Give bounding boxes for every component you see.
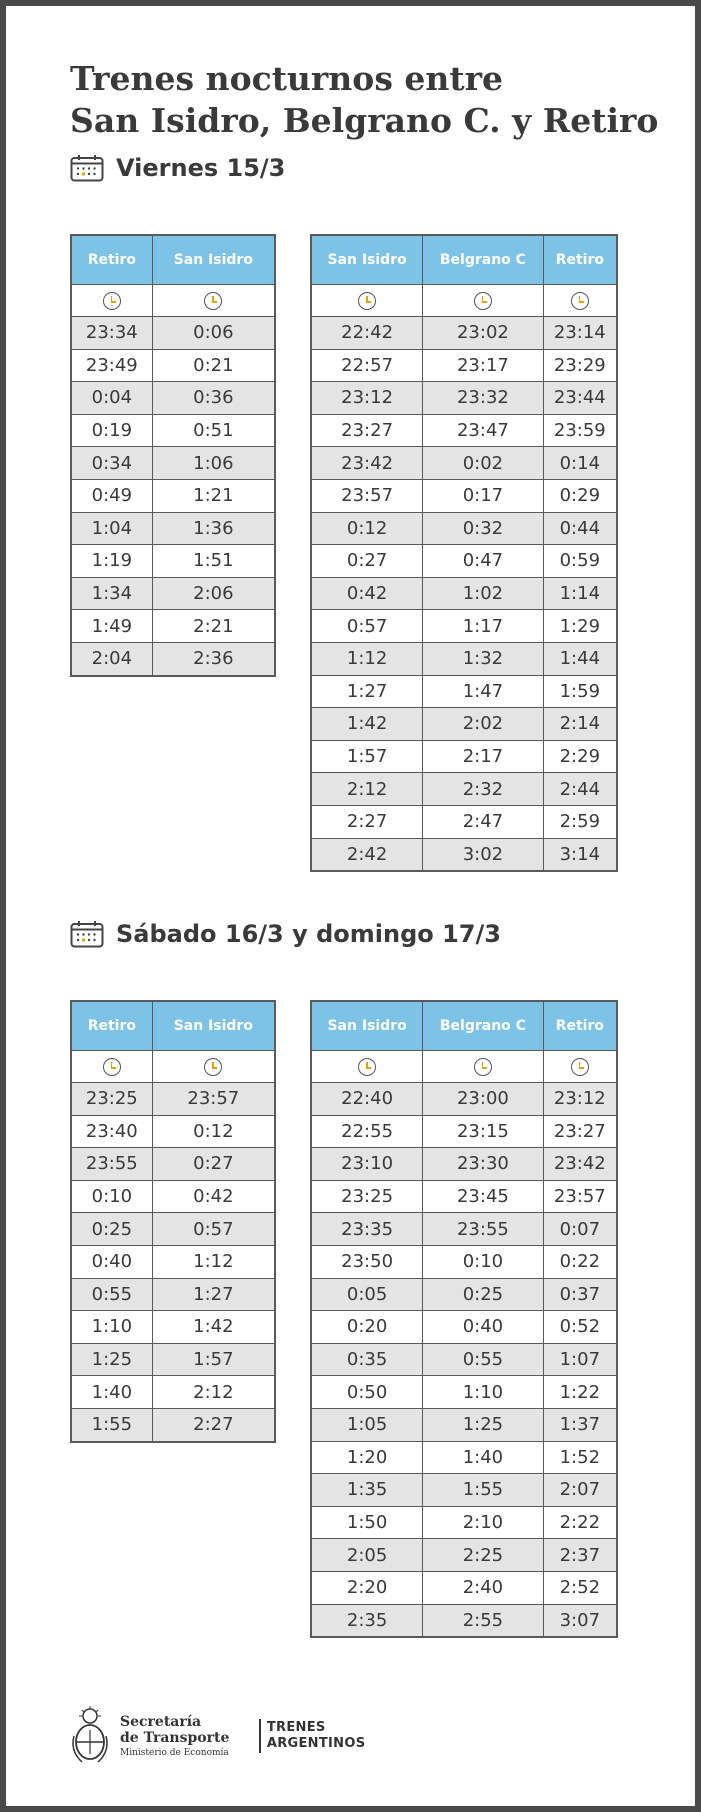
time-cell: 23:45 <box>423 1180 543 1213</box>
time-cell: 23:59 <box>543 414 617 447</box>
time-cell: 23:49 <box>71 349 152 382</box>
table-row <box>311 1148 617 1181</box>
time-cell: 23:30 <box>423 1148 543 1181</box>
time-cell: 1:47 <box>423 675 543 708</box>
table-row <box>71 1376 275 1409</box>
table-row <box>311 1115 617 1148</box>
time-cell: 23:32 <box>423 382 543 415</box>
time-cell: 1:57 <box>311 740 423 773</box>
column-header: Retiro <box>543 1001 617 1051</box>
table-row <box>311 479 617 512</box>
table-row <box>71 1213 275 1246</box>
time-cell: 0:35 <box>311 1343 423 1376</box>
time-cell: 2:27 <box>311 805 423 838</box>
table-row <box>311 382 617 415</box>
table-row <box>311 708 617 741</box>
time-cell: 1:22 <box>543 1376 617 1409</box>
time-cell: 1:49 <box>71 610 152 643</box>
time-cell: 1:19 <box>71 545 152 578</box>
column-header: Retiro <box>71 235 152 285</box>
table-row <box>311 414 617 447</box>
time-cell: 1:12 <box>311 642 423 675</box>
time-cell: 2:40 <box>423 1571 543 1604</box>
time-cell: 1:10 <box>71 1311 152 1344</box>
time-cell: 23:27 <box>311 414 423 447</box>
time-cell: 2:37 <box>543 1539 617 1572</box>
time-cell: 22:55 <box>311 1115 423 1148</box>
time-cell: 22:42 <box>311 317 423 350</box>
time-cell: 23:50 <box>311 1245 423 1278</box>
time-cell: 1:25 <box>71 1343 152 1376</box>
time-cell: 23:40 <box>71 1115 152 1148</box>
time-cell: 1:27 <box>311 675 423 708</box>
time-cell: 2:32 <box>423 773 543 806</box>
table-row <box>311 1539 617 1572</box>
time-cell: 0:55 <box>423 1343 543 1376</box>
table-row <box>71 317 275 350</box>
table-row <box>311 1604 617 1637</box>
time-cell: 0:37 <box>543 1278 617 1311</box>
time-cell: 23:42 <box>543 1148 617 1181</box>
time-cell: 0:05 <box>311 1278 423 1311</box>
time-cell: 1:55 <box>423 1474 543 1507</box>
time-cell: 0:14 <box>543 447 617 480</box>
time-cell: 1:07 <box>543 1343 617 1376</box>
time-cell: 2:20 <box>311 1571 423 1604</box>
column-header: San Isidro <box>152 1001 275 1051</box>
argentina-seal-logo <box>70 1706 110 1766</box>
table-row <box>71 1343 275 1376</box>
table-row <box>71 1148 275 1181</box>
column-header: San Isidro <box>311 1001 423 1051</box>
table-row <box>311 1213 617 1246</box>
column-header: San Isidro <box>152 235 275 285</box>
trenes-line2: ARGENTINOS <box>266 1736 366 1751</box>
column-header: Retiro <box>543 235 617 285</box>
time-cell: 1:52 <box>543 1441 617 1474</box>
time-cell: 2:12 <box>152 1376 275 1409</box>
page-title <box>70 58 658 142</box>
time-cell: 1:34 <box>71 577 152 610</box>
time-cell: 1:42 <box>311 708 423 741</box>
time-cell: 2:29 <box>543 740 617 773</box>
time-cell: 0:47 <box>423 545 543 578</box>
schedule-table-viernes-san-isidro-belgrano-retiro <box>310 234 618 872</box>
title-line-1: Trenes nocturnos entre <box>70 59 503 98</box>
time-cell: 23:57 <box>311 479 423 512</box>
secretaria-logo-text <box>120 1714 229 1758</box>
time-cell: 22:57 <box>311 349 423 382</box>
time-cell: 1:25 <box>423 1408 543 1441</box>
schedule-table-viernes-retiro-san-isidro <box>70 234 276 677</box>
time-cell: 1:35 <box>311 1474 423 1507</box>
time-cell: 0:40 <box>71 1245 152 1278</box>
time-cell: 2:55 <box>423 1604 543 1637</box>
time-cell: 23:44 <box>543 382 617 415</box>
table-row <box>71 414 275 447</box>
time-cell: 1:27 <box>152 1278 275 1311</box>
time-cell: 1:29 <box>543 610 617 643</box>
clock-icon <box>474 1058 492 1076</box>
time-cell: 22:40 <box>311 1083 423 1116</box>
time-cell: 2:04 <box>71 642 152 675</box>
time-cell: 23:42 <box>311 447 423 480</box>
time-cell: 1:05 <box>311 1408 423 1441</box>
time-cell: 1:14 <box>543 577 617 610</box>
table-row <box>71 479 275 512</box>
column-header: Belgrano C <box>423 235 543 285</box>
time-cell: 0:52 <box>543 1311 617 1344</box>
time-cell: 23:57 <box>152 1083 275 1116</box>
title-line-2: San Isidro, Belgrano C. y Retiro <box>70 101 659 140</box>
time-cell: 2:14 <box>543 708 617 741</box>
table-row <box>71 1083 275 1116</box>
time-cell: 1:37 <box>543 1408 617 1441</box>
table-row <box>71 349 275 382</box>
time-cell: 0:32 <box>423 512 543 545</box>
time-cell: 2:35 <box>311 1604 423 1637</box>
time-cell: 1:50 <box>311 1506 423 1539</box>
time-cell: 2:07 <box>543 1474 617 1507</box>
time-cell: 0:27 <box>152 1148 275 1181</box>
clock-icon <box>204 1058 222 1076</box>
table-row <box>311 1278 617 1311</box>
time-cell: 0:34 <box>71 447 152 480</box>
clock-icon <box>358 292 376 310</box>
time-cell: 1:12 <box>152 1245 275 1278</box>
clock-icon <box>103 292 121 310</box>
table-row <box>71 1311 275 1344</box>
table-row <box>311 349 617 382</box>
section-label: Viernes 15/3 <box>116 154 286 182</box>
time-cell: 0:42 <box>311 577 423 610</box>
time-cell: 0:22 <box>543 1245 617 1278</box>
table-row <box>311 545 617 578</box>
time-cell: 2:52 <box>543 1571 617 1604</box>
time-cell: 1:17 <box>423 610 543 643</box>
time-cell: 0:25 <box>71 1213 152 1246</box>
table-row <box>311 642 617 675</box>
table-row <box>311 317 617 350</box>
table-row <box>71 1245 275 1278</box>
time-cell: 2:05 <box>311 1539 423 1572</box>
time-cell: 0:17 <box>423 479 543 512</box>
time-cell: 2:47 <box>423 805 543 838</box>
schedule-table-finde-retiro-san-isidro <box>70 1000 276 1443</box>
time-cell: 0:07 <box>543 1213 617 1246</box>
table-row <box>311 1343 617 1376</box>
ministerio-text: Ministerio de Economía <box>120 1748 229 1758</box>
time-cell: 1:20 <box>311 1441 423 1474</box>
table-row <box>311 1083 617 1116</box>
table-row <box>311 1311 617 1344</box>
time-cell: 1:40 <box>71 1376 152 1409</box>
clock-icon <box>204 292 222 310</box>
table-row <box>311 838 617 871</box>
time-cell: 1:42 <box>152 1311 275 1344</box>
time-cell: 3:14 <box>543 838 617 871</box>
time-cell: 1:36 <box>152 512 275 545</box>
time-cell: 23:15 <box>423 1115 543 1148</box>
time-cell: 0:57 <box>152 1213 275 1246</box>
table-row <box>71 610 275 643</box>
column-header: Belgrano C <box>423 1001 543 1051</box>
table-row <box>71 577 275 610</box>
time-cell: 2:22 <box>543 1506 617 1539</box>
secretaria-line1: Secretaría <box>120 1714 202 1730</box>
time-cell: 2:17 <box>423 740 543 773</box>
clock-icon <box>571 292 589 310</box>
table-row <box>71 1278 275 1311</box>
table-row <box>311 1506 617 1539</box>
time-cell: 2:21 <box>152 610 275 643</box>
clock-icon <box>571 1058 589 1076</box>
table-row <box>71 512 275 545</box>
time-cell: 0:12 <box>311 512 423 545</box>
table-row <box>311 447 617 480</box>
time-cell: 0:19 <box>71 414 152 447</box>
footer-logos <box>70 1706 365 1766</box>
time-cell: 1:59 <box>543 675 617 708</box>
calendar-icon <box>70 154 104 182</box>
time-cell: 2:44 <box>543 773 617 806</box>
time-cell: 23:25 <box>311 1180 423 1213</box>
table-row <box>71 642 275 675</box>
time-cell: 23:10 <box>311 1148 423 1181</box>
time-cell: 23:12 <box>311 382 423 415</box>
time-cell: 0:36 <box>152 382 275 415</box>
time-cell: 23:57 <box>543 1180 617 1213</box>
table-row <box>311 773 617 806</box>
clock-icon <box>474 292 492 310</box>
time-cell: 23:12 <box>543 1083 617 1116</box>
clock-icon <box>358 1058 376 1076</box>
time-cell: 2:10 <box>423 1506 543 1539</box>
table-row <box>311 512 617 545</box>
time-cell: 23:27 <box>543 1115 617 1148</box>
time-cell: 3:07 <box>543 1604 617 1637</box>
column-header: Retiro <box>71 1001 152 1051</box>
time-cell: 1:57 <box>152 1343 275 1376</box>
time-cell: 0:40 <box>423 1311 543 1344</box>
time-cell: 0:06 <box>152 317 275 350</box>
section-header-viernes <box>70 154 285 182</box>
time-cell: 1:21 <box>152 479 275 512</box>
time-cell: 2:36 <box>152 642 275 675</box>
time-cell: 2:42 <box>311 838 423 871</box>
time-cell: 2:59 <box>543 805 617 838</box>
time-cell: 1:32 <box>423 642 543 675</box>
table-row <box>311 675 617 708</box>
time-cell: 0:49 <box>71 479 152 512</box>
time-cell: 2:25 <box>423 1539 543 1572</box>
time-cell: 23:55 <box>423 1213 543 1246</box>
time-cell: 23:47 <box>423 414 543 447</box>
time-cell: 0:57 <box>311 610 423 643</box>
time-cell: 23:34 <box>71 317 152 350</box>
time-cell: 0:44 <box>543 512 617 545</box>
logo-divider <box>259 1719 261 1753</box>
time-cell: 23:17 <box>423 349 543 382</box>
time-cell: 23:02 <box>423 317 543 350</box>
time-cell: 0:10 <box>423 1245 543 1278</box>
schedule-page <box>6 6 695 1806</box>
table-row <box>311 740 617 773</box>
time-cell: 1:55 <box>71 1408 152 1441</box>
section-header-sabado-domingo <box>70 920 501 948</box>
table-row <box>311 1441 617 1474</box>
time-cell: 0:59 <box>543 545 617 578</box>
time-cell: 0:04 <box>71 382 152 415</box>
time-cell: 23:14 <box>543 317 617 350</box>
table-row <box>71 1180 275 1213</box>
trenes-argentinos-logo <box>267 1720 366 1752</box>
calendar-icon <box>70 920 104 948</box>
time-cell: 0:51 <box>152 414 275 447</box>
column-header: San Isidro <box>311 235 423 285</box>
time-cell: 0:29 <box>543 479 617 512</box>
time-cell: 0:12 <box>152 1115 275 1148</box>
secretaria-line2: de Transporte <box>120 1730 230 1746</box>
table-row <box>311 1245 617 1278</box>
time-cell: 2:06 <box>152 577 275 610</box>
table-row <box>311 1408 617 1441</box>
time-cell: 2:12 <box>311 773 423 806</box>
table-row <box>311 577 617 610</box>
time-cell: 0:10 <box>71 1180 152 1213</box>
time-cell: 23:29 <box>543 349 617 382</box>
time-cell: 1:10 <box>423 1376 543 1409</box>
time-cell: 1:51 <box>152 545 275 578</box>
table-row <box>71 382 275 415</box>
time-cell: 0:50 <box>311 1376 423 1409</box>
time-cell: 23:25 <box>71 1083 152 1116</box>
table-row <box>311 805 617 838</box>
time-cell: 0:27 <box>311 545 423 578</box>
schedule-table-finde-san-isidro-belgrano-retiro <box>310 1000 618 1638</box>
section-label: Sábado 16/3 y domingo 17/3 <box>116 920 501 948</box>
time-cell: 1:04 <box>71 512 152 545</box>
time-cell: 0:42 <box>152 1180 275 1213</box>
table-row <box>71 1408 275 1441</box>
time-cell: 1:06 <box>152 447 275 480</box>
table-row <box>71 1115 275 1148</box>
table-row <box>311 1180 617 1213</box>
time-cell: 2:02 <box>423 708 543 741</box>
trenes-line1: TRENES <box>266 1720 326 1735</box>
time-cell: 1:02 <box>423 577 543 610</box>
time-cell: 23:00 <box>423 1083 543 1116</box>
time-cell: 1:44 <box>543 642 617 675</box>
time-cell: 2:27 <box>152 1408 275 1441</box>
table-row <box>311 1376 617 1409</box>
table-row <box>71 447 275 480</box>
time-cell: 0:55 <box>71 1278 152 1311</box>
time-cell: 0:25 <box>423 1278 543 1311</box>
table-row <box>71 545 275 578</box>
table-row <box>311 1474 617 1507</box>
time-cell: 3:02 <box>423 838 543 871</box>
time-cell: 0:21 <box>152 349 275 382</box>
table-row <box>311 610 617 643</box>
time-cell: 23:55 <box>71 1148 152 1181</box>
time-cell: 0:02 <box>423 447 543 480</box>
table-row <box>311 1571 617 1604</box>
time-cell: 23:35 <box>311 1213 423 1246</box>
time-cell: 1:40 <box>423 1441 543 1474</box>
clock-icon <box>103 1058 121 1076</box>
time-cell: 0:20 <box>311 1311 423 1344</box>
